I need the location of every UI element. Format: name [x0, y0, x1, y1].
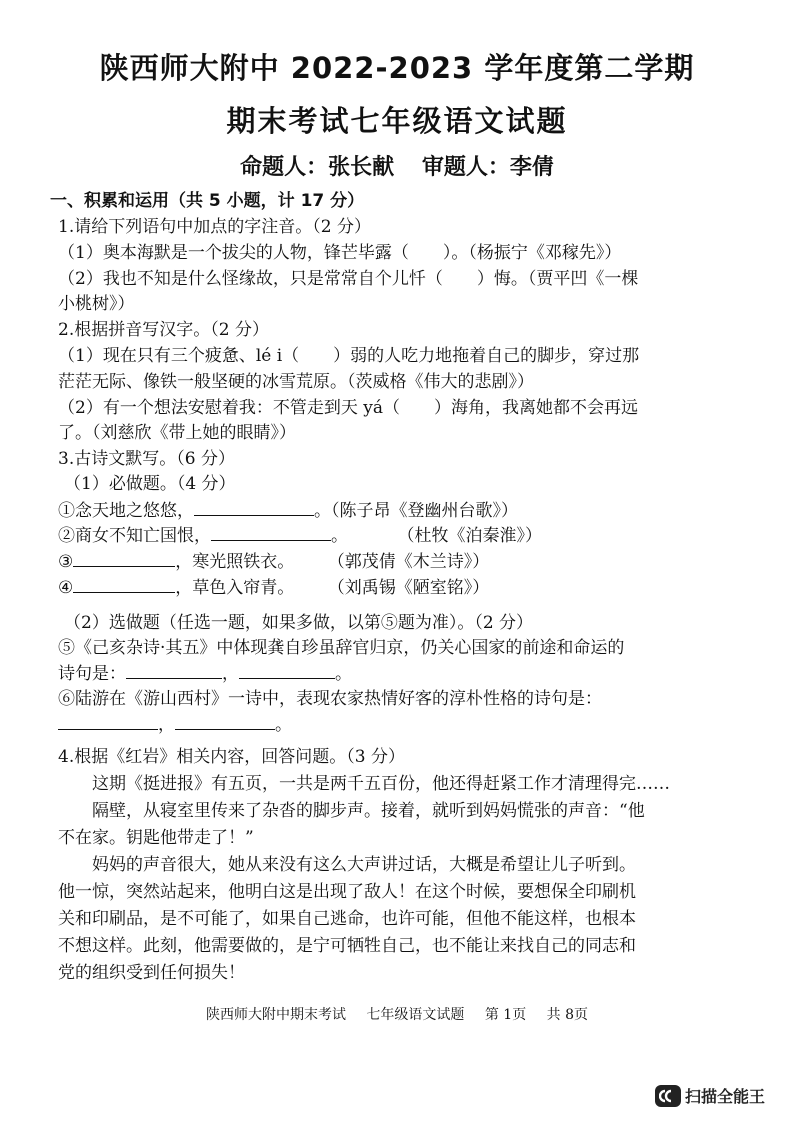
- recitation-line: ④ ，草色入帘青。 （刘禹锡《陋室铭》）: [58, 578, 490, 598]
- question-1-line: 小桃树》）: [58, 294, 135, 314]
- answer-blank: [58, 713, 158, 730]
- scanner-watermark: [655, 1084, 765, 1107]
- question-2-line: （2）有一个想法安慰着我：不管走到天 yá（ ）海角，我离她都不会再远: [58, 398, 638, 418]
- question-1-line: （1）奥本海默是一个拔尖的人物，锋芒毕露（ ）。（杨振宁《邓稼先》）: [58, 243, 622, 263]
- passage-line: 他一惊，突然站起来，他明白这是出现了敌人！在这个时候，要想保全印刷机: [58, 882, 636, 902]
- question-2-stem: 2.根据拼音写汉字。（2 分）: [58, 320, 269, 340]
- question-3-sub: （2）选做题（任选一题，如果多做，以第⑤题为准）。（2 分）: [64, 613, 534, 633]
- answer-blank: [126, 662, 222, 679]
- question-author: 命题人：张长献: [240, 155, 395, 180]
- answer-blank: [211, 524, 331, 541]
- question-1-line: （2）我也不知是什么怪缘故，只是常常自个儿忏（ ）悔。（贾平凹《一棵: [58, 269, 639, 289]
- optional-question: ⑤《己亥杂诗·其五》中体现龚自珍虽辞官归京，仍关心国家的前途和命运的: [58, 638, 625, 658]
- passage-line: 不想这样。此刻，他需要做的，是宁可牺牲自己，也不能让来找自己的同志和: [58, 936, 636, 956]
- recitation-line: ①念天地之悠悠， 。（陈子昂《登幽州台歌》）: [58, 501, 518, 521]
- watermark-text: 扫描全能王: [685, 1087, 766, 1106]
- optional-answer: ， 。: [58, 713, 292, 736]
- passage-line: 这期《挺进报》有五页，一共是两千五百份，他还得赶紧工作才清理得完……: [92, 774, 670, 794]
- question-2-line: （1）现在只有三个疲惫、lé i（ ）弱的人吃力地拖着自己的脚步，穿过那: [58, 346, 640, 366]
- page-footer: 陕西师大附中期末考试 七年级语文试题 第 1页 共 8页: [205, 1007, 589, 1023]
- exam-title: 陕西师大附中 2022-2023 学年度第二学期: [99, 51, 695, 85]
- author-line: [0, 150, 794, 181]
- passage-line: 不在家。钥匙他带走了！”: [58, 828, 254, 848]
- answer-blank: [73, 576, 175, 593]
- recitation-line: ②商女不知亡国恨， 。 （杜牧《泊秦淮》）: [58, 526, 542, 546]
- reviewer: 审题人：李倩: [421, 155, 554, 180]
- question-2-line: 了。（刘慈欣《带上她的眼睛》）: [58, 423, 296, 443]
- recitation-line: ③ ，寒光照铁衣。 （郭茂倩《木兰诗》）: [58, 552, 490, 572]
- section-heading: 一、积累和运用（共 5 小题，计 17 分）: [50, 191, 365, 211]
- answer-blank: [175, 713, 275, 730]
- question-2-line: 茫茫无际、像铁一般坚硬的冰雪荒原。（茨威格《伟大的悲剧》）: [58, 372, 534, 392]
- scanner-app-icon: [655, 1085, 681, 1107]
- passage-line: 隔壁，从寝室里传来了杂沓的脚步声。接着，就听到妈妈慌张的声音：“他: [92, 801, 645, 821]
- answer-blank: [239, 662, 335, 679]
- answer-blank: [73, 550, 175, 567]
- answer-blank: [194, 499, 314, 516]
- question-4-stem: 4.根据《红岩》相关内容，回答问题。（3 分）: [58, 747, 405, 767]
- passage-line: 关和印刷品，是不可能了，如果自己逃命，也许可能，但他不能这样，也根本: [58, 909, 636, 929]
- passage-line: 党的组织受到任何损失！: [58, 963, 245, 983]
- question-3-sub: （1）必做题。（4 分）: [64, 474, 236, 494]
- passage-line: 妈妈的声音很大，她从来没有这么大声讲过话，大概是希望让儿子听到。: [92, 855, 636, 875]
- question-3-stem: 3.古诗文默写。（6 分）: [58, 449, 235, 469]
- optional-question: 诗句是： ， 。: [58, 664, 352, 684]
- exam-subtitle: 期末考试七年级语文试题: [226, 104, 568, 138]
- question-1-stem: 1.请给下列语句中加点的字注音。（2 分）: [58, 217, 371, 237]
- optional-question: ⑥陆游在《游山西村》一诗中，表现农家热情好客的淳朴性格的诗句是：: [58, 689, 602, 709]
